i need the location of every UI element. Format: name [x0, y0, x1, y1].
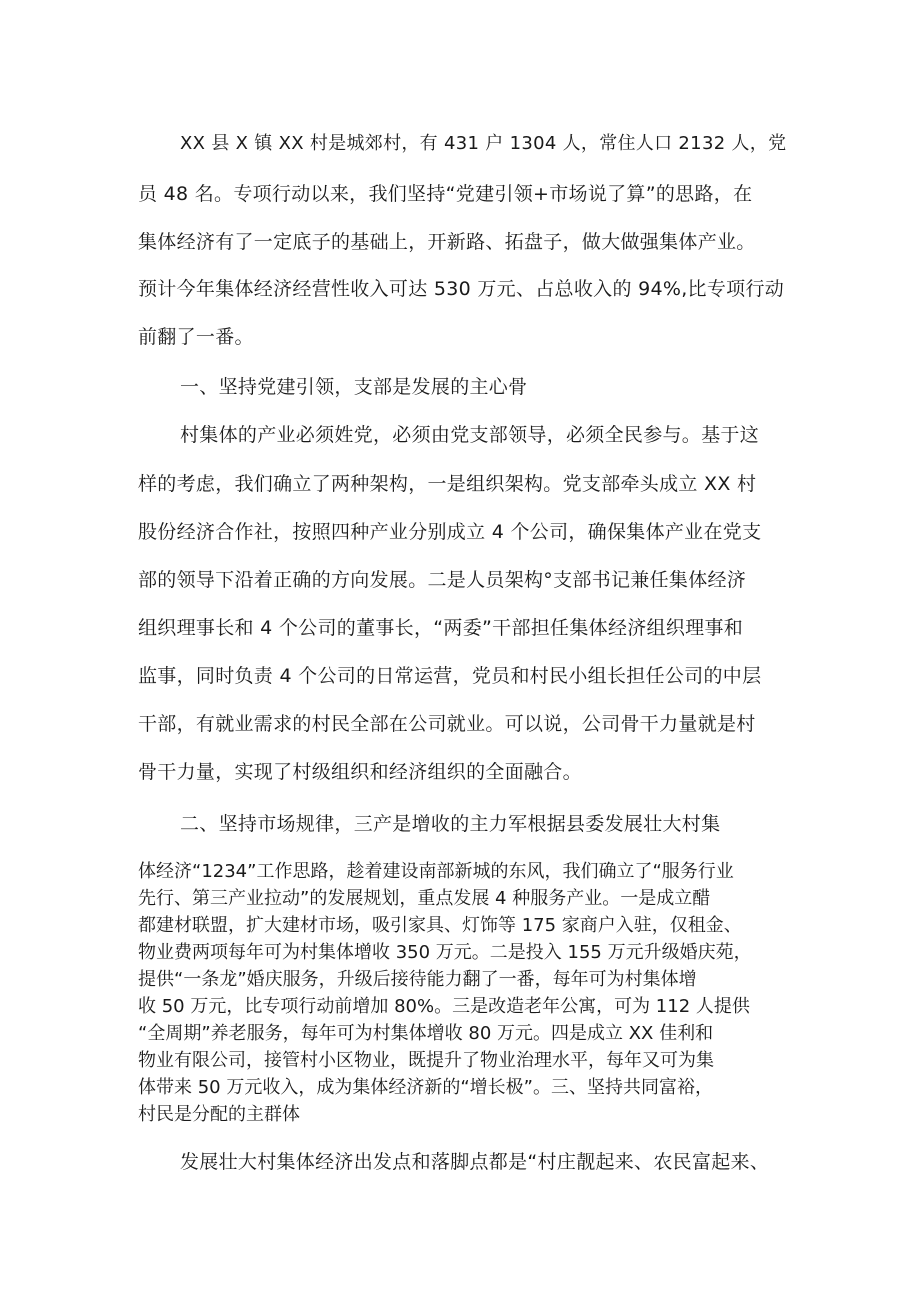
paragraph-1-line: 集体经济有了一定底子的基础上，开新路、拓盘子，做大做强集体产业。	[138, 231, 756, 253]
section-heading-2: 二、坚持市场规律，三产是增收的主力军根据县委发展壮大村集	[180, 813, 721, 835]
paragraph-2-line: 村集体的产业必须姓党，必须由党支部领导，必须全民参与。基于这	[180, 424, 760, 446]
paragraph-2-line: 监事，同时负责 4 个公司的日常运营，党员和村民小组长担任公司的中层	[138, 665, 762, 687]
paragraph-3-line: 都建材联盟，扩大建材市场，吸引家具、灯饰等 175 家商户入驻，仅租金、	[138, 915, 742, 936]
paragraph-1-line: XX 县 X 镇 XX 村是城郊村，有 431 户 1304 人，常住人口 2132 人，党	[180, 133, 787, 154]
paragraph-3-line: 体经济“1234”工作思路，趁着建设南部新城的东风，我们确立了“服务行业	[138, 861, 734, 882]
paragraph-3-line: 先行、第三产业拉动”的发展规划，重点发展 4 种服务产业。一是成立醋	[138, 888, 711, 909]
paragraph-2-line: 组织理事长和 4 个公司的董事长，“两委”干部担任集体经济组织理事和	[138, 617, 744, 639]
paragraph-1-line: 员 48 名。专项行动以来，我们坚持“党建引领+市场说了算”的思路，在	[138, 183, 753, 205]
paragraph-3-line: 物业有限公司，接管村小区物业，既提升了物业治理水平，每年又可为集	[138, 1050, 714, 1071]
paragraph-2-line: 股份经济合作社，按照四种产业分别成立 4 个公司，确保集体产业在党支	[138, 521, 762, 543]
paragraph-2-line: 样的考虑，我们确立了两种架构，一是组织架构。党支部牵头成立 XX 村	[138, 473, 757, 495]
section-heading-1: 一、坚持党建引领，支部是发展的主心骨	[180, 376, 528, 398]
paragraph-1-line: 前翻了一番。	[138, 326, 254, 348]
paragraph-2-line: 部的领导下沿着正确的方向发展。二是人员架构°支部书记兼任集体经济	[138, 569, 747, 591]
paragraph-3-line: 提供“一条龙”婚庆服务，升级后接待能力翻了一番，每年可为村集体增	[138, 969, 697, 990]
paragraph-3-line: 体带来 50 万元收入，成为集体经济新的“增长极”。三、坚持共同富裕，	[138, 1077, 713, 1098]
paragraph-4-line: 发展壮大村集体经济出发点和落脚点都是“村庄靓起来、农民富起来、	[180, 1151, 770, 1173]
paragraph-3-line: “全周期”养老服务，每年可为村集体增收 80 万元。四是成立 XX 佳利和	[138, 1023, 714, 1044]
paragraph-2-line: 骨干力量，实现了村级组织和经济组织的全面融合。	[138, 761, 582, 783]
paragraph-2-line: 干部，有就业需求的村民全部在公司就业。可以说，公司骨干力量就是村	[138, 713, 756, 735]
paragraph-1-line: 预计今年集体经济经营性收入可达 530 万元、占总收入的 94%,比专项行动	[138, 278, 785, 300]
paragraph-3-line: 物业费两项每年可为村集体增收 350 万元。二是投入 155 万元升级婚庆苑，	[138, 942, 752, 963]
paragraph-3-line: 村民是分配的主群体	[138, 1104, 300, 1125]
paragraph-3-line: 收 50 万元，比专项行动前增加 80%。三是改造老年公寓，可为 112 人提供	[138, 996, 750, 1017]
